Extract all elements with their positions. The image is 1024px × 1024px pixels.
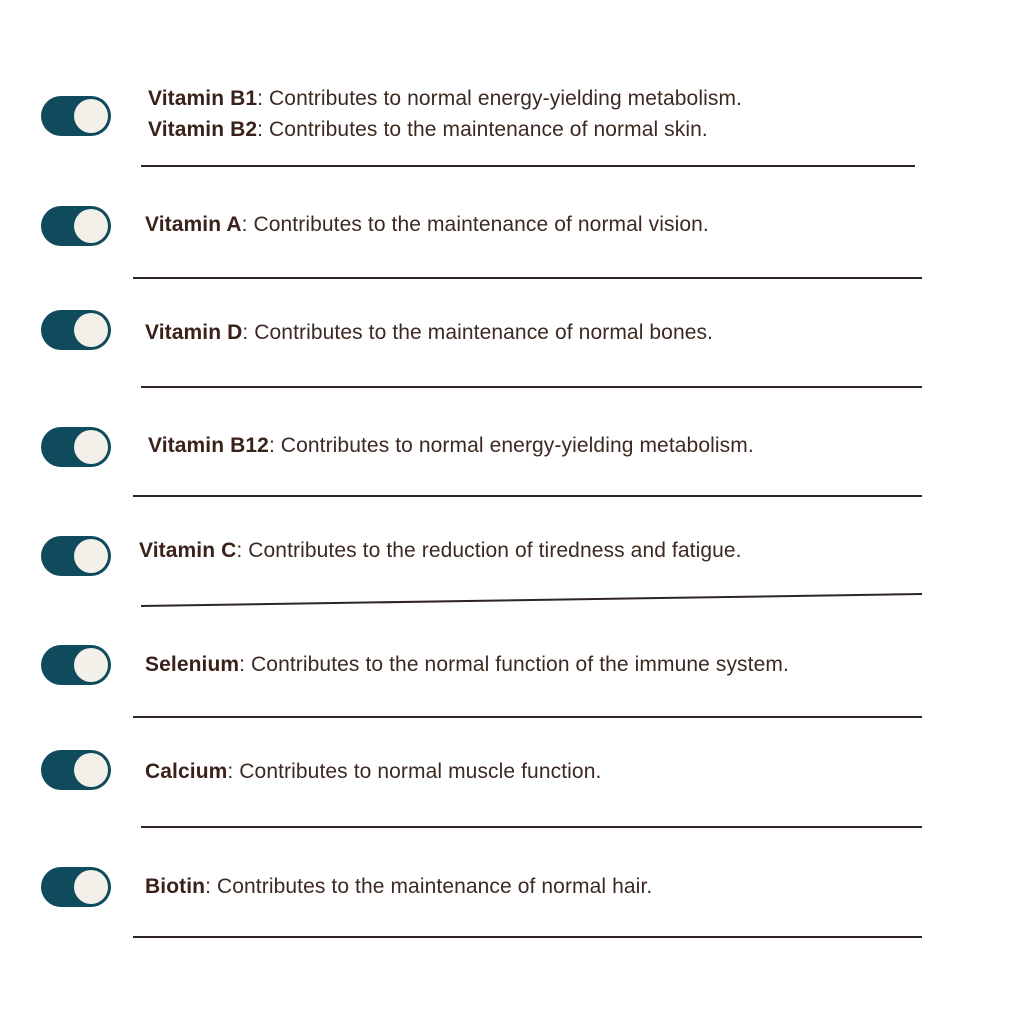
toggle-knob (74, 753, 108, 787)
toggle-knob (74, 99, 108, 133)
item-text-vitamin-b1 (148, 84, 742, 114)
item-text-calcium (145, 757, 601, 787)
toggle-vitamin-c[interactable] (41, 536, 111, 576)
toggle-knob (74, 313, 108, 347)
toggle-knob (74, 539, 108, 573)
item-name: Vitamin D (145, 321, 243, 344)
item-text-vitamin-b12 (148, 431, 754, 461)
item-description: : Contributes to normal muscle function. (227, 760, 602, 783)
item-name: Selenium (145, 653, 240, 676)
toggle-selenium[interactable] (41, 645, 111, 685)
item-description: : Contributes to the normal function of the immune system. (239, 653, 789, 676)
toggle-calcium[interactable] (41, 750, 111, 790)
item-text-biotin (145, 872, 652, 902)
item-description: : Contributes to the maintenance of normal vision. (241, 213, 709, 236)
item-text-vitamin-b2 (148, 115, 708, 145)
toggle-vitamin-b1-b2[interactable] (41, 96, 111, 136)
item-name: Vitamin A (145, 213, 242, 236)
divider (133, 936, 922, 938)
divider (133, 716, 922, 718)
toggle-knob (74, 430, 108, 464)
item-name: Vitamin B12 (148, 434, 269, 457)
item-text-selenium (145, 650, 789, 680)
item-name: Biotin (145, 875, 206, 898)
toggle-biotin[interactable] (41, 867, 111, 907)
divider (141, 165, 915, 167)
item-name: Vitamin B1 (148, 87, 258, 110)
item-description: : Contributes to the maintenance of normal hair. (205, 875, 653, 898)
toggle-vitamin-d[interactable] (41, 310, 111, 350)
item-description: : Contributes to the maintenance of normal skin. (257, 118, 708, 141)
divider (133, 277, 922, 279)
item-text-vitamin-d (145, 318, 713, 348)
divider (141, 386, 922, 388)
item-text-vitamin-c (139, 536, 742, 566)
toggle-vitamin-a[interactable] (41, 206, 111, 246)
divider (133, 495, 922, 497)
divider (141, 826, 922, 828)
item-name: Vitamin C (139, 539, 237, 562)
item-description: : Contributes to normal energy-yielding metabolism. (268, 434, 754, 457)
item-name: Calcium (145, 760, 228, 783)
toggle-knob (74, 209, 108, 243)
item-text-vitamin-a (145, 210, 709, 240)
toggle-knob (74, 648, 108, 682)
item-description: : Contributes to the reduction of tiredness and fatigue. (236, 539, 742, 562)
item-description: : Contributes to the maintenance of normal bones. (242, 321, 714, 344)
item-name: Vitamin B2 (148, 118, 258, 141)
toggle-knob (74, 870, 108, 904)
item-description: : Contributes to normal energy-yielding metabolism. (257, 87, 742, 110)
toggle-vitamin-b12[interactable] (41, 427, 111, 467)
